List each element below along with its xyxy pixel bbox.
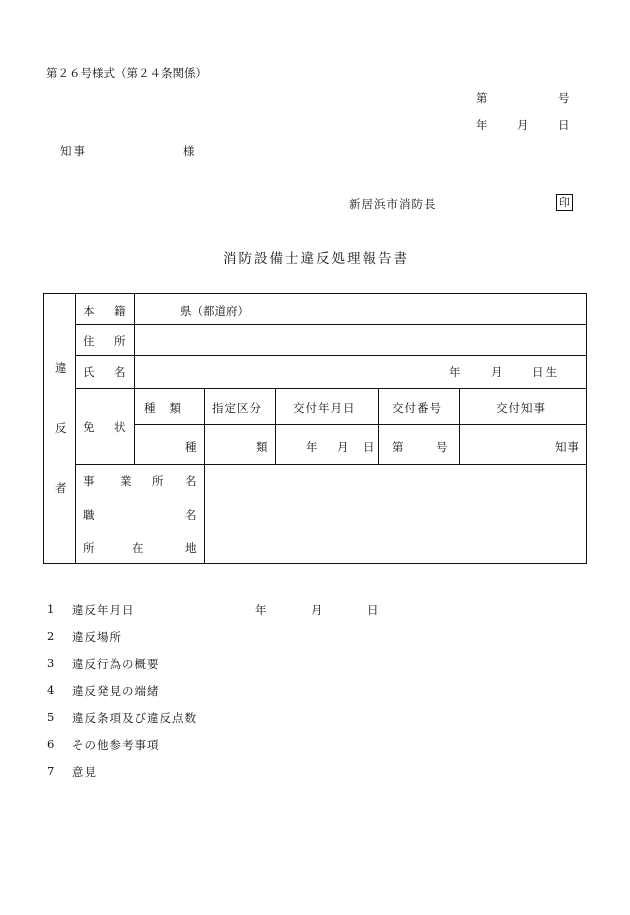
item-1-day: 日 (367, 603, 379, 617)
location-label-1: 所 (83, 541, 95, 555)
item-no-3: 3 (47, 656, 55, 670)
license-shu: 種 (185, 440, 197, 454)
item-label-6: その他参考事項 (72, 738, 160, 752)
item-no-5: 5 (47, 710, 55, 724)
item-1-year: 年 (255, 603, 267, 617)
license-go: 号 (436, 440, 448, 454)
position-label-2: 名 (185, 508, 197, 522)
addressee-honorific: 様 (183, 144, 195, 158)
birth-month: 月 (491, 365, 503, 379)
menjo-label-1: 免 (83, 420, 95, 434)
jusho-label-1: 住 (83, 334, 95, 348)
shimei-label-1: 氏 (83, 365, 95, 379)
license-header-issue-date: 交付年月日 (293, 401, 356, 415)
license-header-category: 指定区分 (212, 401, 262, 415)
license-header-type: 種類 (144, 401, 195, 415)
business-label-4: 名 (185, 474, 197, 488)
license-chiji: 知事 (555, 440, 580, 454)
business-label-3: 所 (152, 474, 164, 488)
location-label-2: 在 (132, 541, 144, 555)
violator-label-2: 反 (55, 421, 67, 435)
item-1-month: 月 (311, 603, 323, 617)
addressee-governor: 知事 (60, 144, 87, 158)
jusho-label-2: 所 (114, 334, 126, 348)
item-label-4: 違反発見の端緒 (72, 684, 160, 698)
item-label-5: 違反条項及び違反点数 (72, 711, 197, 725)
business-label-2: 業 (120, 474, 132, 488)
form-number: 第２６号様式（第２４条関係） (46, 66, 207, 80)
license-header-issuer: 交付知事 (496, 401, 546, 415)
item-label-2: 違反場所 (72, 630, 122, 644)
seal-mark: 印 (556, 194, 573, 211)
honseki-value: 県（都道府） (180, 304, 249, 318)
fire-chief: 新居浜市消防長 (349, 197, 437, 211)
honseki-label-2: 籍 (114, 304, 126, 318)
birth-day: 日生 (532, 365, 559, 379)
item-label-7: 意見 (72, 765, 97, 779)
number-dai: 第 (476, 91, 488, 105)
item-no-1: 1 (47, 602, 55, 616)
item-label-1: 違反年月日 (72, 603, 135, 617)
license-dai: 第 (392, 440, 404, 454)
license-year: 年 (306, 440, 318, 454)
item-no-2: 2 (47, 629, 55, 643)
violator-table (43, 293, 587, 564)
license-header-issue-number: 交付番号 (392, 401, 442, 415)
item-no-7: 7 (47, 764, 55, 778)
shimei-label-2: 名 (114, 365, 126, 379)
menjo-label-2: 状 (114, 420, 126, 434)
location-label-3: 地 (185, 541, 197, 555)
violator-label-3: 者 (55, 481, 67, 495)
item-label-3: 違反行為の概要 (72, 657, 160, 671)
document-title: 消防設備士違反処理報告書 (223, 251, 409, 267)
birth-year: 年 (449, 365, 461, 379)
item-no-6: 6 (47, 737, 55, 751)
date-year: 年 (476, 118, 488, 132)
business-label-1: 事 (83, 474, 95, 488)
position-label-1: 職 (83, 508, 95, 522)
honseki-label-1: 本 (83, 304, 95, 318)
number-go: 号 (558, 91, 570, 105)
date-month: 月 (517, 118, 529, 132)
date-day: 日 (558, 118, 570, 132)
license-rui: 類 (256, 440, 268, 454)
license-month: 月 (337, 440, 349, 454)
license-day: 日 (363, 440, 375, 454)
item-no-4: 4 (47, 683, 55, 697)
violator-label-1: 違 (55, 361, 67, 375)
